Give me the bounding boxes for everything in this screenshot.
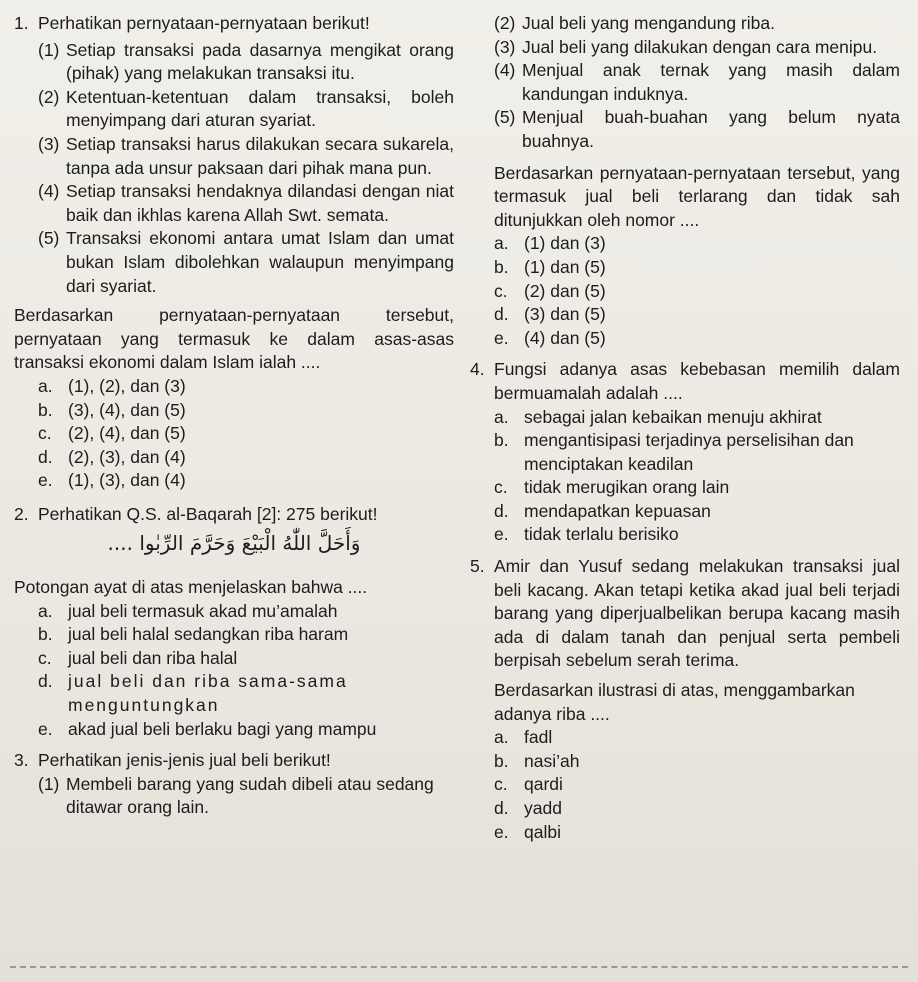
- question-5: [470, 555, 900, 726]
- option-text: tidak terlalu berisiko: [524, 524, 679, 545]
- statement-item: [38, 36, 454, 86]
- option-text: (4) dan (5): [524, 327, 606, 348]
- option-a[interactable]: [470, 726, 900, 750]
- option-letter: b.: [494, 256, 509, 277]
- statement-number: (5): [494, 107, 516, 128]
- option-text: mendapatkan kepuasan: [524, 500, 711, 521]
- option-e[interactable]: [470, 523, 900, 547]
- question-intro: Perhatikan jenis-jenis jual beli berikut!: [38, 750, 331, 771]
- option-text: (1) dan (5): [524, 256, 606, 277]
- statement-item: [494, 36, 900, 60]
- question-stem: Berdasarkan pernyataan-pernyataan tersebut, pernyataan yang termasuk ke dalam asas-asas transaksi ekonomi dalam Islam ialah ....: [14, 305, 454, 373]
- question-intro: Perhatikan pernyataan-pernyataan berikut!: [38, 13, 370, 33]
- option-letter: a.: [494, 727, 509, 748]
- statement-text: Menjual anak ternak yang masih dalam kandungan induknya.: [522, 60, 900, 104]
- option-text: jual beli halal sedangkan riba haram: [68, 624, 349, 645]
- option-letter: d.: [38, 671, 53, 692]
- option-letter: c.: [38, 423, 52, 444]
- question-2: [14, 503, 454, 527]
- option-d[interactable]: [470, 303, 900, 327]
- option-a[interactable]: [470, 232, 900, 256]
- option-b[interactable]: [470, 750, 900, 774]
- option-text: (1) dan (3): [524, 233, 606, 254]
- statement-text: Ketentuan-ketentuan dalam transaksi, boleh menyimpang dari aturan syariat.: [66, 86, 454, 131]
- option-letter: c.: [494, 477, 508, 498]
- question-3: [14, 749, 454, 820]
- option-a[interactable]: [14, 375, 454, 399]
- option-letter: d.: [38, 446, 53, 467]
- statement-item: [494, 12, 900, 36]
- statement-number: (5): [38, 228, 60, 249]
- option-a[interactable]: [470, 406, 900, 430]
- statement-item: [494, 59, 900, 106]
- option-e[interactable]: [14, 469, 454, 493]
- option-d[interactable]: [14, 670, 454, 717]
- statement-item: [494, 106, 900, 153]
- option-c[interactable]: [470, 476, 900, 500]
- option-text: nasi’ah: [524, 750, 580, 771]
- statement-number: (1): [38, 773, 60, 794]
- option-c[interactable]: [470, 773, 900, 797]
- option-text: jual beli termasuk akad mu’amalah: [68, 600, 338, 621]
- question-stem: Fungsi adanya asas kebebasan memilih dalam bermuamalah adalah ....: [494, 359, 900, 403]
- statement-item: [38, 180, 454, 227]
- option-b[interactable]: [470, 256, 900, 280]
- question-intro: Perhatikan Q.S. al-Baqarah [2]: 275 berikut!: [38, 503, 378, 524]
- question-number: 5.: [470, 556, 485, 577]
- option-e[interactable]: [470, 327, 900, 351]
- statement-item: [38, 86, 454, 133]
- statement-text: Jual beli yang mengandung riba.: [522, 13, 775, 33]
- option-letter: c.: [494, 280, 508, 301]
- statement-number: (2): [494, 13, 516, 33]
- statement-text: Membeli barang yang sudah dibeli atau sedang ditawar orang lain.: [66, 773, 434, 818]
- option-d[interactable]: [14, 446, 454, 470]
- statement-item: [38, 133, 454, 180]
- question-number: 2.: [14, 503, 29, 524]
- option-text: qalbi: [524, 821, 561, 842]
- option-text: (3), (4), dan (5): [68, 399, 186, 420]
- statement-item: [38, 227, 454, 298]
- question-number: 1.: [14, 13, 29, 33]
- question-number: 4.: [470, 359, 485, 380]
- left-column: [14, 12, 454, 820]
- question-stem-2: Berdasarkan ilustrasi di atas, menggambarkan adanya riba ....: [494, 680, 855, 724]
- question-stem: Potongan ayat di atas menjelaskan bahwa ....: [14, 577, 368, 598]
- question-stem: Berdasarkan pernyataan-pernyataan tersebut, yang termasuk jual beli terlarang dan tidak sah ditunjukkan oleh nomor ....: [494, 162, 900, 230]
- option-letter: b.: [494, 750, 509, 771]
- option-letter: c.: [494, 774, 508, 795]
- right-column: [470, 12, 900, 844]
- option-text: (1), (2), dan (3): [68, 375, 186, 396]
- statement-text: Transaksi ekonomi antara umat Islam dan umat bukan Islam dibolehkan walaupun menyimpang dari syariat.: [66, 228, 454, 296]
- statement-number: (3): [494, 36, 516, 57]
- page-bottom-edge: [10, 966, 908, 971]
- option-text: akad jual beli berlaku bagi yang mampu: [68, 718, 377, 739]
- option-text: tidak merugikan orang lain: [524, 477, 730, 498]
- option-letter: b.: [494, 430, 509, 451]
- statement-number: (3): [38, 133, 60, 154]
- statement-number: (4): [38, 181, 60, 202]
- option-text: (1), (3), dan (4): [68, 470, 186, 491]
- option-b[interactable]: [470, 429, 900, 476]
- option-e[interactable]: [14, 718, 454, 742]
- option-text: yadd: [524, 798, 562, 818]
- option-letter: e.: [494, 524, 509, 545]
- option-d[interactable]: [470, 500, 900, 524]
- option-letter: a.: [38, 600, 53, 621]
- statement-number: (1): [38, 39, 60, 60]
- option-text: (2), (4), dan (5): [68, 423, 186, 444]
- option-letter: d.: [494, 304, 509, 325]
- option-letter: e.: [494, 821, 509, 842]
- option-a[interactable]: [14, 600, 454, 624]
- option-letter: c.: [38, 647, 52, 668]
- option-letter: d.: [494, 500, 509, 521]
- option-letter: b.: [38, 399, 53, 420]
- statement-number: (4): [494, 60, 516, 81]
- statement-text: Jual beli yang dilakukan dengan cara menipu.: [522, 36, 878, 57]
- option-letter: a.: [494, 233, 509, 254]
- option-text: (2), (3), dan (4): [68, 446, 186, 467]
- statement-number: (2): [38, 86, 60, 107]
- question-number: 3.: [14, 750, 29, 771]
- option-text: fadl: [524, 727, 553, 748]
- option-text: (3) dan (5): [524, 304, 606, 325]
- option-letter: b.: [38, 624, 53, 645]
- question-4: [470, 358, 900, 405]
- option-c[interactable]: [14, 422, 454, 446]
- option-b[interactable]: [14, 623, 454, 647]
- option-d[interactable]: [470, 797, 900, 821]
- statement-text: Setiap transaksi harus dilakukan secara sukarela, tanpa ada unsur paksaan dari pihak mana pun.: [66, 133, 454, 178]
- option-c[interactable]: [14, 647, 454, 671]
- option-letter: e.: [494, 327, 509, 348]
- question-stem: Amir dan Yusuf sedang melakukan transaksi jual beli kacang. Akan tetapi ketika akad jual beli terjadi barang yang diperjualbelikan berupa kacang masih ada di dalam tanah dan penjual serta pembeli berpisah sebelum serah terima.: [494, 556, 900, 671]
- option-letter: e.: [38, 470, 53, 491]
- option-text: qardi: [524, 774, 563, 795]
- option-letter: e.: [38, 718, 53, 739]
- statement-text: Setiap transaksi pada dasarnya mengikat orang (pihak) yang melakukan transaksi itu.: [66, 39, 454, 84]
- statement-item: [38, 773, 454, 820]
- option-text: (2) dan (5): [524, 280, 606, 301]
- option-text: mengantisipasi terjadinya perselisihan dan menciptakan keadilan: [524, 430, 854, 474]
- option-e[interactable]: [470, 821, 900, 845]
- option-text: sebagai jalan kebaikan menuju akhirat: [524, 406, 822, 427]
- statement-text: Setiap transaksi hendaknya dilandasi dengan niat baik dan ikhlas karena Allah Swt. semata.: [66, 181, 454, 225]
- question-1: [14, 12, 454, 298]
- option-letter: d.: [494, 798, 509, 818]
- quran-verse-arabic: وَأَحَلَّ اللّٰهُ الْبَيْعَ وَحَرَّمَ الرِّبٰوا ....: [107, 531, 361, 556]
- option-b[interactable]: [14, 399, 454, 423]
- statement-text: Menjual buah-buahan yang belum nyata buahnya.: [522, 107, 900, 151]
- option-text: jual beli dan riba sama-sama menguntungkan: [68, 671, 348, 716]
- option-letter: a.: [38, 375, 53, 396]
- option-text: jual beli dan riba halal: [68, 647, 238, 668]
- option-c[interactable]: [470, 280, 900, 304]
- option-letter: a.: [494, 406, 509, 427]
